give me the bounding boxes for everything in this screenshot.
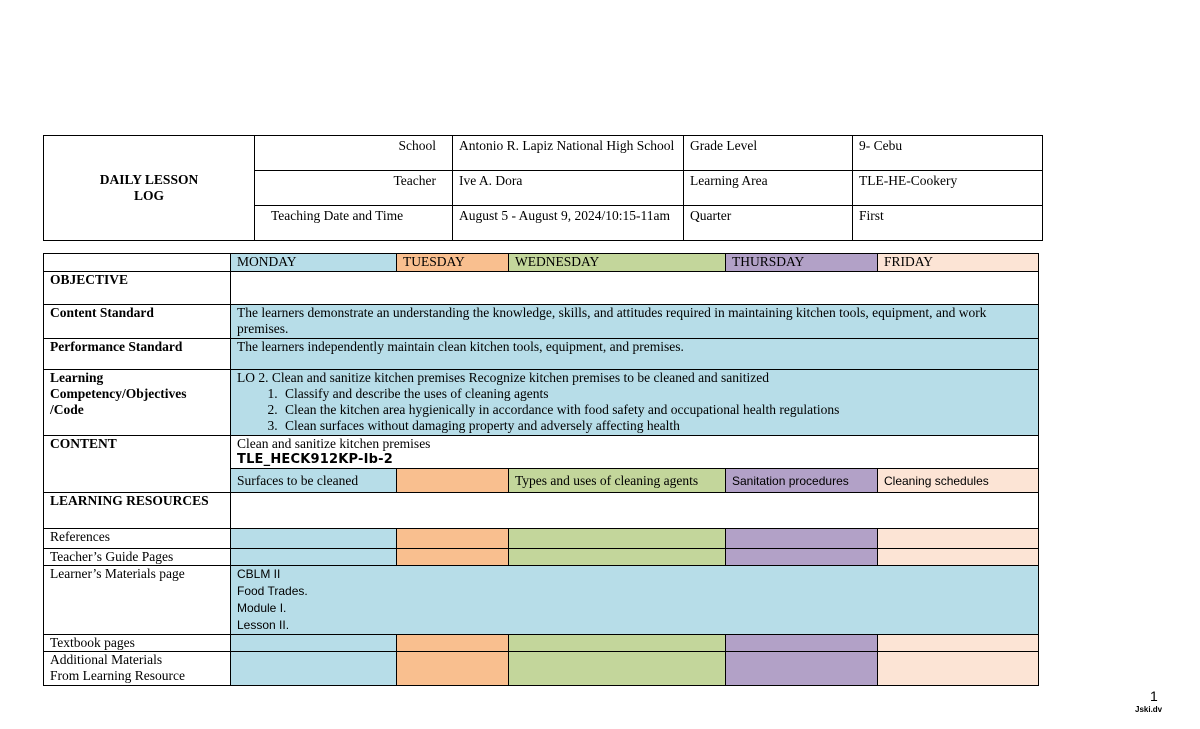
performance-standard-text: The learners independently maintain clean kitchen tools, equipment, and premises.: [231, 339, 1039, 370]
teachers-guide-monday: [231, 549, 397, 566]
competency-item: 3. Clean surfaces without damaging property and adversely affecting health: [281, 418, 1032, 434]
competency-item: 1. Classify and describe the uses of cleaning agents: [281, 386, 1032, 402]
school-value: Antonio R. Lapiz National High School: [453, 136, 684, 171]
competency-label-line-1: Learning: [50, 370, 104, 385]
day-header-friday: FRIDAY: [878, 254, 1039, 272]
teaching-date-value: August 5 - August 9, 2024/10:15-11am: [453, 206, 684, 241]
teacher-value: Ive A. Dora: [453, 171, 684, 206]
watermark: Jski.dv: [1135, 705, 1163, 714]
objective-cell: [231, 272, 1039, 305]
learning-area-value: TLE-HE-Cookery: [853, 171, 1043, 206]
day-header-wednesday: WEDNESDAY: [509, 254, 726, 272]
textbook-tuesday: [397, 635, 509, 652]
additional-label-line-1: Additional Materials: [50, 652, 163, 667]
references-monday: [231, 529, 397, 549]
references-thursday: [726, 529, 878, 549]
title-line-1: DAILY LESSON: [99, 172, 199, 187]
learners-materials-label: Learner’s Materials page: [44, 566, 231, 635]
teacher-label: Teacher: [255, 171, 453, 206]
references-tuesday: [397, 529, 509, 549]
content-label: CONTENT: [44, 436, 231, 493]
learning-resources-label: LEARNING RESOURCES: [44, 493, 231, 529]
lesson-table: [43, 253, 1039, 686]
content-standard-label: Content Standard: [44, 305, 231, 339]
content-code: TLE_HECK912KP-Ib-2: [237, 452, 393, 467]
textbook-thursday: [726, 635, 878, 652]
teachers-guide-wednesday: [509, 549, 726, 566]
title-line-2: LOG: [133, 188, 164, 203]
textbook-label: Textbook pages: [44, 635, 231, 652]
quarter-label: Quarter: [684, 206, 853, 241]
teachers-guide-label: Teacher’s Guide Pages: [44, 549, 231, 566]
content-text: Clean and sanitize kitchen premises: [237, 436, 431, 451]
school-label: School: [255, 136, 453, 171]
corner-cell: [44, 254, 231, 272]
competency-intro: LO 2. Clean and sanitize kitchen premises Recognize kitchen premises to be cleaned and sanitized: [237, 370, 769, 385]
page-number: 1: [1150, 688, 1158, 704]
grade-label: Grade Level: [684, 136, 853, 171]
grade-value: 9- Cebu: [853, 136, 1043, 171]
competency-label-line-2: Competency/Objectives: [50, 386, 187, 401]
day-header-thursday: THURSDAY: [726, 254, 878, 272]
competency-label: [44, 370, 231, 436]
references-label: References: [44, 529, 231, 549]
textbook-wednesday: [509, 635, 726, 652]
lm-line: Module I.: [237, 601, 287, 615]
quarter-value: First: [853, 206, 1043, 241]
learning-resources-cell: [231, 493, 1039, 529]
additional-tuesday: [397, 652, 509, 686]
content-thursday: Sanitation procedures: [726, 469, 878, 493]
content-cell: [231, 436, 1039, 469]
learning-area-label: Learning Area: [684, 171, 853, 206]
content-tuesday: [397, 469, 509, 493]
references-wednesday: [509, 529, 726, 549]
lm-line: Lesson II.: [237, 618, 290, 632]
additional-thursday: [726, 652, 878, 686]
textbook-monday: [231, 635, 397, 652]
content-wednesday: Types and uses of cleaning agents: [509, 469, 726, 493]
day-header-monday: MONDAY: [231, 254, 397, 272]
competency-item: 2. Clean the kitchen area hygienically in accordance with food safety and occupational health regulations: [281, 402, 1032, 418]
additional-wednesday: [509, 652, 726, 686]
header-table: [43, 135, 1043, 241]
teachers-guide-friday: [878, 549, 1039, 566]
lm-line: CBLM II: [237, 567, 281, 581]
textbook-friday: [878, 635, 1039, 652]
day-header-tuesday: TUESDAY: [397, 254, 509, 272]
teachers-guide-tuesday: [397, 549, 509, 566]
lm-line: Food Trades.: [237, 584, 308, 598]
performance-standard-label: Performance Standard: [44, 339, 231, 370]
additional-label-line-2: From Learning Resource: [50, 668, 185, 683]
objective-label: OBJECTIVE: [44, 272, 231, 305]
competency-cell: [231, 370, 1039, 436]
competency-label-line-3: /Code: [50, 402, 84, 417]
content-standard-text: The learners demonstrate an understanding the knowledge, skills, and attitudes required in maintaining kitchen tools, equipment, and work premises.: [231, 305, 1039, 339]
teaching-date-label: Teaching Date and Time: [255, 206, 453, 241]
document-title: [44, 136, 255, 241]
competency-list: [237, 386, 1032, 434]
additional-materials-label: [44, 652, 231, 686]
content-friday: Cleaning schedules: [878, 469, 1039, 493]
references-friday: [878, 529, 1039, 549]
additional-friday: [878, 652, 1039, 686]
content-monday: Surfaces to be cleaned: [231, 469, 397, 493]
teachers-guide-thursday: [726, 549, 878, 566]
additional-monday: [231, 652, 397, 686]
learners-materials-cell: [231, 566, 1039, 635]
